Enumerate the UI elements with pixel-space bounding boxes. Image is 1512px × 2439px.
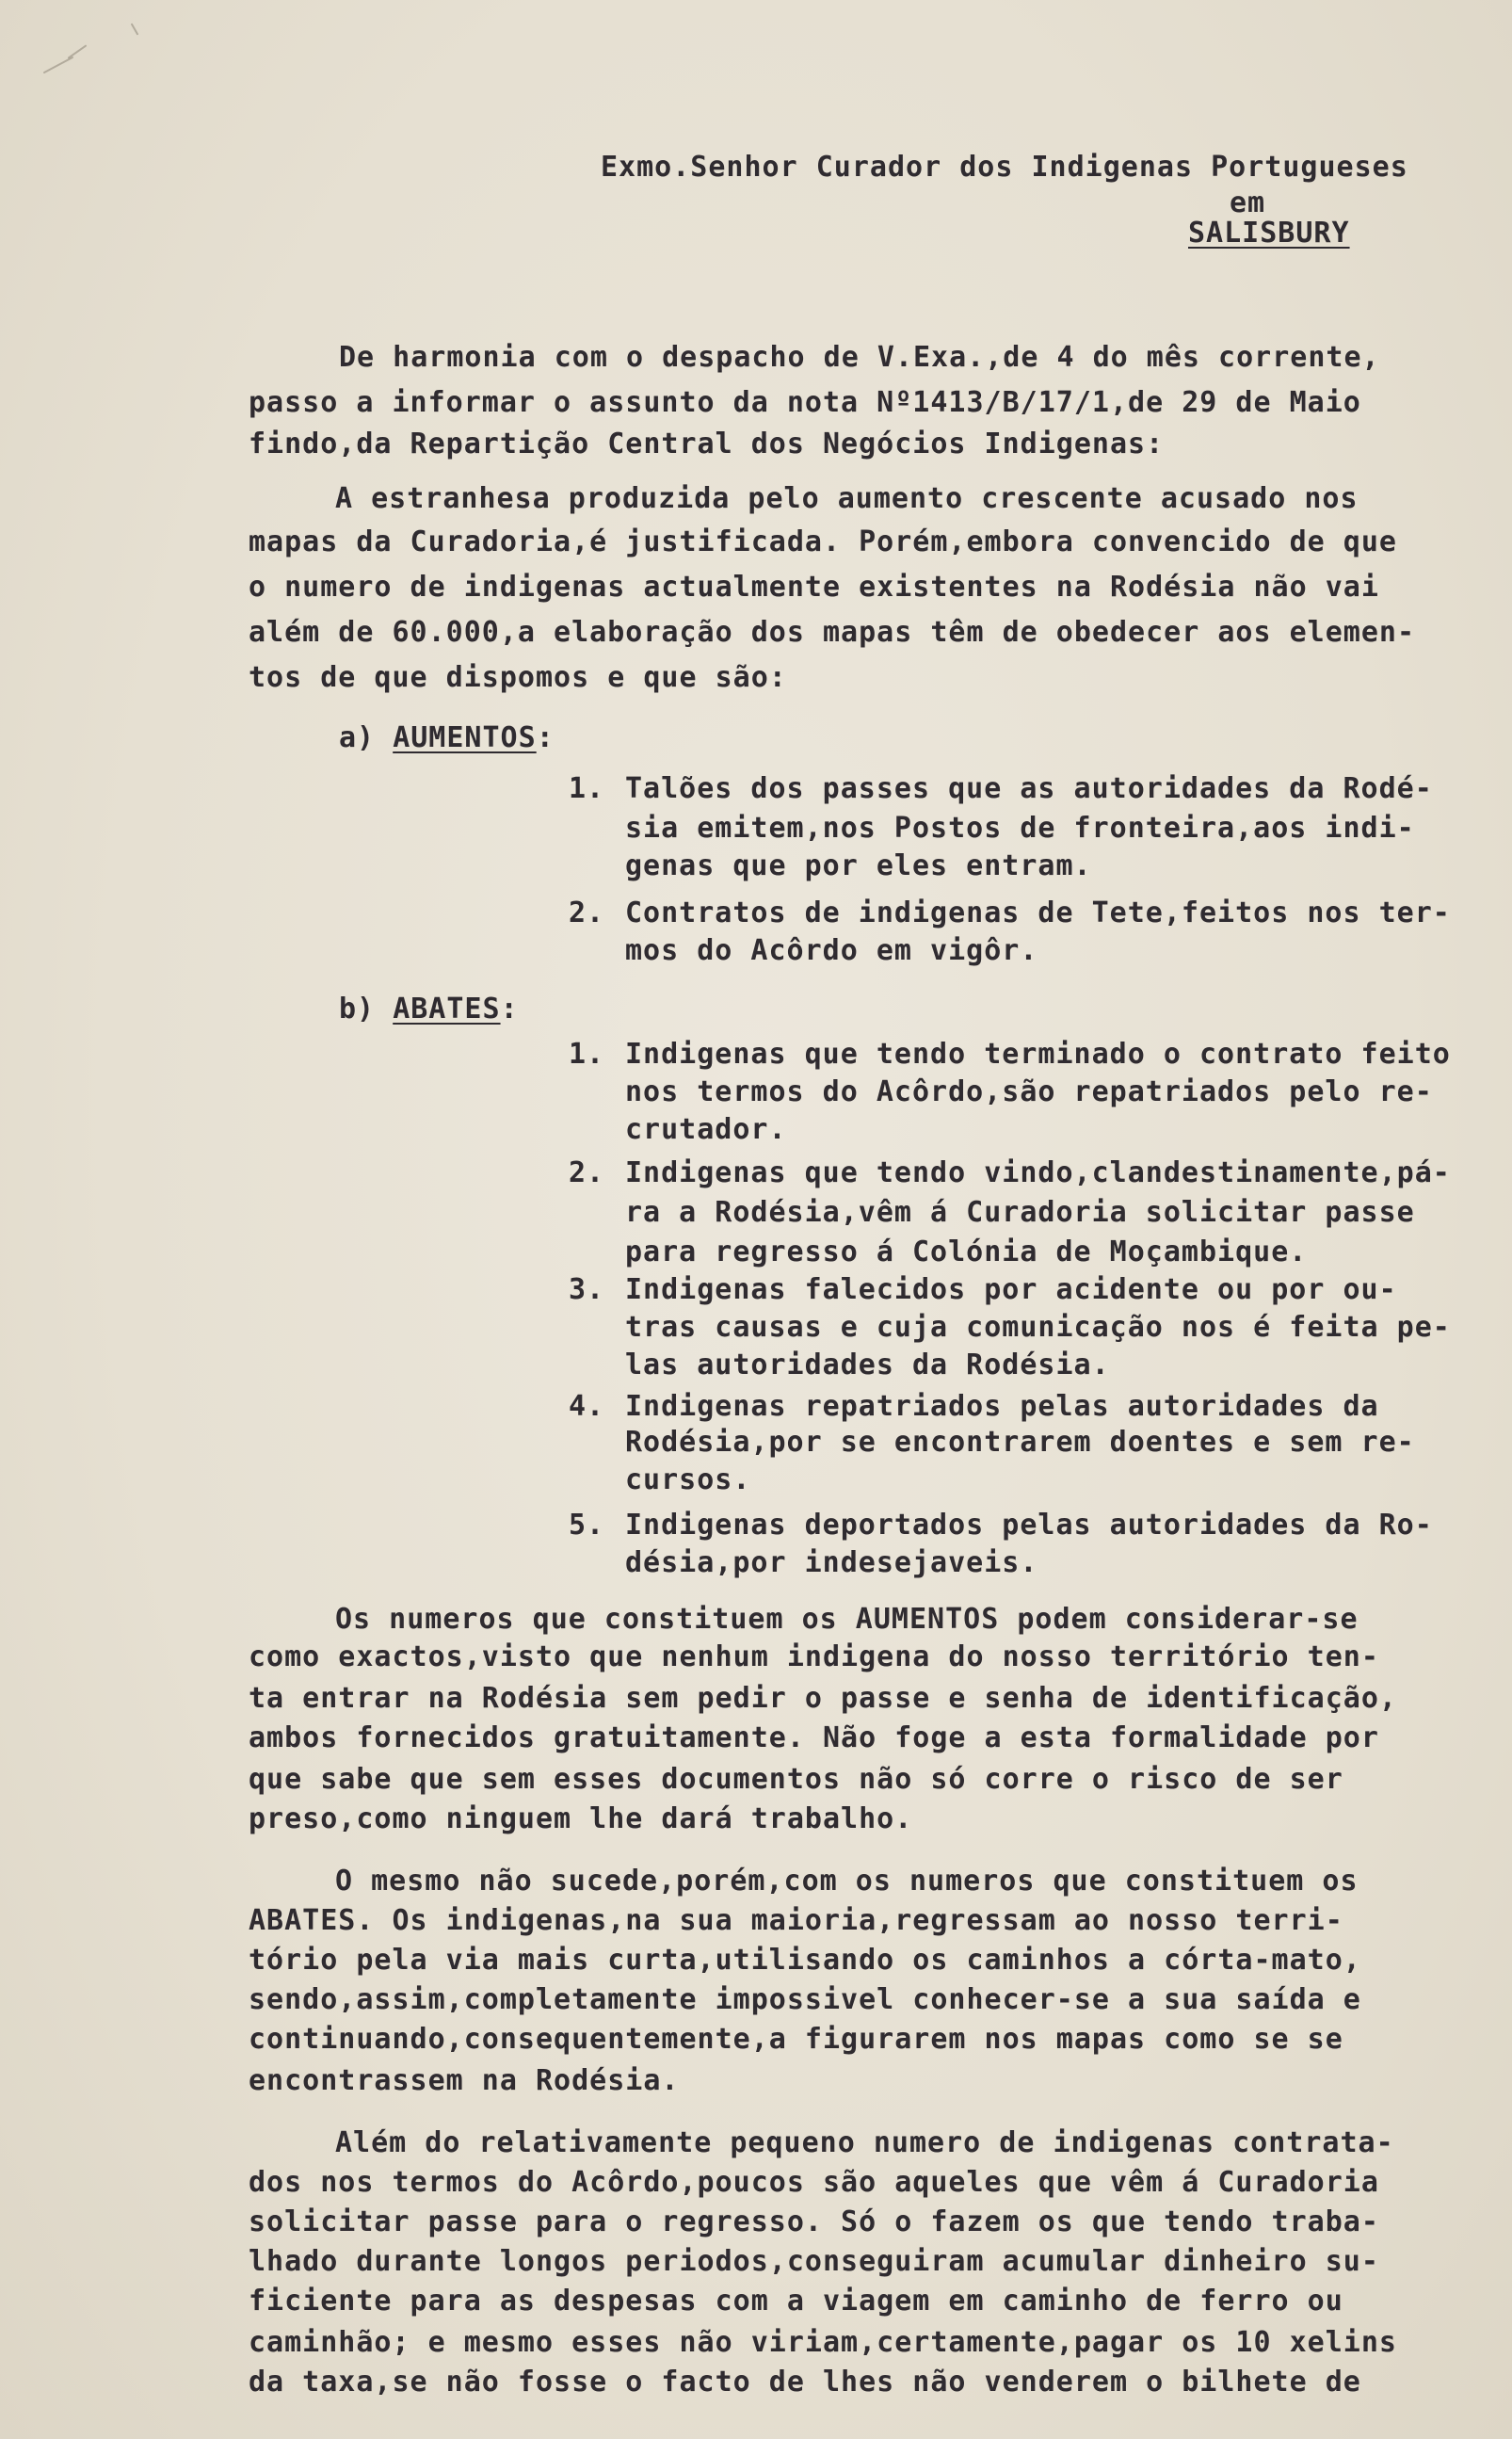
list-item-line: Talões dos passes que as autoridades da Rodé- (625, 772, 1433, 805)
list-item-line: ra a Rodésia,vêm á Curadoria solicitar passe (625, 1196, 1415, 1229)
addressee-line: Exmo.Senhor Curador dos Indigenas Portugueses (601, 151, 1408, 184)
list-item-line: para regresso á Colónia de Moçambique. (625, 1236, 1308, 1268)
list-item-line: sia emitem,nos Postos de fronteira,aos indi- (625, 812, 1415, 845)
section-a-label: a) AUMENTOS: (339, 721, 555, 754)
list-item-line: tras causas e cuja comunicação nos é feita pe- (625, 1311, 1451, 1344)
intro-line: passo a informar o assunto da nota Nº1413/B/17/1,de 29 de Maio (249, 386, 1361, 419)
paragraph-line: preso,como ninguem lhe dará trabalho. (249, 1802, 913, 1835)
list-number: 2. (569, 896, 605, 929)
paragraph-line: solicitar passe para o regresso. Só o fazem os que tendo traba- (249, 2205, 1379, 2238)
intro-line: De harmonia com o despacho de V.Exa.,de 4 do mês corrente, (339, 341, 1380, 374)
paragraph-line: ABATES. Os indigenas,na sua maioria,regressam ao nosso terri- (249, 1904, 1343, 1937)
paragraph-line: Os numeros que constituem os AUMENTOS podem considerar-se (335, 1603, 1359, 1636)
paragraph-line: sendo,assim,completamente impossivel conhecer-se a sua saída e (249, 1983, 1361, 2016)
list-item-line: Indigenas falecidos por acidente ou por ou- (625, 1273, 1397, 1306)
section-b-label: b) ABATES: (339, 993, 519, 1026)
section-heading: AUMENTOS (393, 721, 537, 754)
paragraph-line: A estranhesa produzida pelo aumento crescente acusado nos (335, 482, 1359, 515)
list-item-line: Indigenas que tendo terminado o contrato feito (625, 1038, 1451, 1071)
list-item-line: désia,por indesejaveis. (625, 1546, 1038, 1579)
list-item-line: Indigenas que tendo vindo,clandestinamente,pá- (625, 1156, 1451, 1189)
list-number: 3. (569, 1273, 605, 1306)
list-number: 1. (569, 1038, 605, 1071)
list-item-line: Indigenas repatriados pelas autoridades da (625, 1390, 1379, 1423)
list-item-line: Contratos de indigenas de Tete,feitos nos ter- (625, 896, 1451, 929)
list-item-line: crutador. (625, 1113, 787, 1146)
addressee-line: em (1230, 186, 1266, 219)
paragraph-line: o numero de indigenas actualmente existentes na Rodésia não vai (249, 571, 1379, 604)
paragraph-line: encontrassem na Rodésia. (249, 2064, 680, 2097)
list-number: 5. (569, 1509, 605, 1542)
paragraph-line: mapas da Curadoria,é justificada. Porém,embora convencido de que (249, 525, 1397, 558)
section-heading: ABATES (393, 993, 501, 1026)
list-item-line: cursos. (625, 1463, 751, 1496)
list-item-line: las autoridades da Rodésia. (625, 1349, 1110, 1381)
paragraph-line: Além do relativamente pequeno numero de indigenas contrata- (335, 2126, 1394, 2159)
addressee-city: SALISBURY (1188, 217, 1350, 250)
paragraph-line: dos nos termos do Acôrdo,poucos são aqueles que vêm á Curadoria (249, 2166, 1379, 2199)
paragraph-line: ficiente para as despesas com a viagem em caminho de ferro ou (249, 2285, 1343, 2318)
list-item-line: nos termos do Acôrdo,são repatriados pelo re- (625, 1075, 1433, 1108)
list-item-line: mos do Acôrdo em vigôr. (625, 934, 1038, 967)
list-number: 4. (569, 1390, 605, 1423)
paragraph-line: continuando,consequentemente,a figurarem nos mapas como se se (249, 2023, 1343, 2056)
paragraph-line: além de 60.000,a elaboração dos mapas têm de obedecer aos elemen- (249, 616, 1415, 649)
list-number: 2. (569, 1156, 605, 1189)
list-item-line: Rodésia,por se encontrarem doentes e sem re- (625, 1426, 1415, 1459)
paragraph-line: lhado durante longos periodos,conseguiram acumular dinheiro su- (249, 2245, 1379, 2278)
intro-line: findo,da Repartição Central dos Negócios Indigenas: (249, 428, 1165, 460)
paragraph-line: caminhão; e mesmo esses não viriam,certamente,pagar os 10 xelins (249, 2326, 1397, 2359)
paragraph-line: tório pela via mais curta,utilisando os caminhos a córta-mato, (249, 1944, 1361, 1977)
list-item-line: Indigenas deportados pelas autoridades da Ro- (625, 1509, 1433, 1542)
paragraph-line: ambos fornecidos gratuitamente. Não foge a esta formalidade por (249, 1721, 1379, 1754)
paragraph-line: que sabe que sem esses documentos não só corre o risco de ser (249, 1763, 1343, 1796)
list-number: 1. (569, 772, 605, 805)
ink-smudge (38, 38, 104, 75)
paragraph-line: tos de que dispomos e que são: (249, 661, 787, 694)
paragraph-line: da taxa,se não fosse o facto de lhes não venderem o bilhete de (249, 2366, 1361, 2399)
paragraph-line: ta entrar na Rodésia sem pedir o passe e senha de identificação, (249, 1682, 1397, 1715)
list-item-line: genas que por eles entram. (625, 849, 1092, 882)
paragraph-line: O mesmo não sucede,porém,com os numeros que constituem os (335, 1865, 1359, 1898)
paragraph-line: como exactos,visto que nenhum indigena do nosso território ten- (249, 1640, 1379, 1673)
